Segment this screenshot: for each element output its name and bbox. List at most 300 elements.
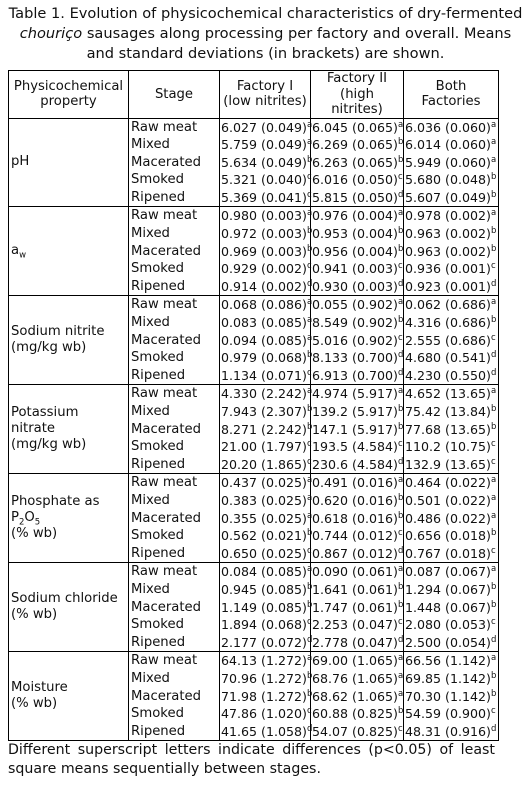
value-text: 5.369 (0.041) bbox=[221, 189, 307, 205]
stage-label: Smoked bbox=[131, 350, 184, 366]
value-text: 77.68 (13.65) bbox=[405, 421, 491, 437]
significance-letter: b bbox=[490, 172, 497, 183]
value-text: 0.963 (0.002) bbox=[405, 226, 491, 242]
value-text: 1.641 (0.061) bbox=[312, 581, 398, 597]
stage-cell bbox=[129, 118, 220, 207]
value-text: 6.027 (0.049) bbox=[221, 119, 307, 135]
table-value bbox=[221, 367, 312, 385]
significance-letter: a bbox=[490, 386, 497, 397]
value-text: 4.316 (0.686) bbox=[405, 315, 491, 331]
property-unit: (% wb) bbox=[11, 526, 58, 542]
value-cell-both bbox=[404, 207, 499, 296]
value-text: 1.294 (0.067) bbox=[405, 581, 491, 597]
stage-label: Raw meat bbox=[131, 564, 198, 580]
significance-letter: a bbox=[397, 653, 404, 664]
significance-letter: a bbox=[306, 475, 313, 486]
stage-label: Smoked bbox=[131, 261, 184, 277]
property-cell bbox=[9, 118, 129, 207]
table-value bbox=[221, 385, 313, 403]
table-value bbox=[405, 421, 497, 439]
value-text: 0.087 (0.067) bbox=[405, 564, 491, 580]
significance-letter: a bbox=[397, 386, 404, 397]
table-value bbox=[405, 296, 497, 314]
significance-letter: d bbox=[490, 350, 497, 361]
significance-letter: c bbox=[397, 172, 403, 183]
significance-letter: b bbox=[490, 688, 497, 699]
table-value bbox=[405, 634, 497, 652]
significance-letter: a bbox=[306, 314, 313, 325]
stage-label: Mixed bbox=[131, 226, 170, 242]
stage-label: Smoked bbox=[131, 172, 184, 188]
property-subscript: w bbox=[19, 251, 27, 262]
property-name: Potassium nitrate bbox=[11, 405, 79, 437]
value-text: 68.62 (1.065) bbox=[312, 688, 398, 704]
value-text: 0.501 (0.022) bbox=[405, 492, 491, 508]
table-value bbox=[405, 474, 497, 492]
value-text: 5.949 (0.060) bbox=[405, 154, 491, 170]
caption-text-end: sausages along processing per factory and overall. Means and standard deviations (in brackets) are shown. bbox=[82, 25, 512, 62]
table-row bbox=[9, 207, 499, 296]
value-text: 0.945 (0.085) bbox=[221, 581, 307, 597]
value-text: 71.98 (1.272) bbox=[221, 688, 307, 704]
table-value bbox=[312, 119, 402, 137]
value-text: 0.486 (0.022) bbox=[405, 510, 491, 526]
significance-letter: b bbox=[490, 225, 497, 236]
stage-label: Ripened bbox=[131, 278, 186, 294]
value-text: 54.07 (0.825) bbox=[312, 723, 398, 739]
table-value bbox=[405, 207, 497, 225]
table-value bbox=[405, 599, 497, 617]
value-text: 1.894 (0.068) bbox=[221, 617, 307, 633]
table-value bbox=[221, 171, 312, 189]
significance-letter: c bbox=[490, 332, 496, 343]
significance-letter: b bbox=[490, 581, 497, 592]
significance-letter: a bbox=[306, 564, 313, 575]
significance-letter: b bbox=[306, 581, 313, 592]
property-cell bbox=[9, 652, 129, 741]
value-text: 1.149 (0.085) bbox=[221, 599, 307, 615]
table-value bbox=[221, 136, 313, 154]
table-value bbox=[221, 332, 313, 350]
stage-label: Mixed bbox=[131, 404, 170, 419]
value-text: 48.31 (0.916) bbox=[405, 723, 491, 739]
table-value bbox=[221, 243, 313, 261]
value-cell-f1 bbox=[220, 296, 311, 385]
significance-letter: d bbox=[397, 545, 404, 556]
header-property: Physicochemical property bbox=[9, 71, 129, 119]
value-text: 0.956 (0.004) bbox=[312, 243, 398, 259]
table-value bbox=[405, 545, 497, 563]
stage-label: Ripened bbox=[131, 189, 186, 205]
value-text: 0.767 (0.018) bbox=[405, 545, 491, 561]
value-text: 4.652 (13.65) bbox=[405, 386, 491, 402]
table-value bbox=[312, 136, 402, 154]
table-value bbox=[405, 616, 497, 634]
value-cell-f1 bbox=[220, 207, 311, 296]
value-text: 2.253 (0.047) bbox=[312, 617, 398, 633]
table-value bbox=[405, 189, 497, 207]
significance-letter: a bbox=[397, 208, 404, 219]
value-text: 0.979 (0.068) bbox=[221, 350, 307, 366]
table-value bbox=[312, 652, 402, 670]
value-text: 69.85 (1.142) bbox=[405, 670, 491, 686]
table-value bbox=[405, 119, 497, 137]
value-text: 0.383 (0.025) bbox=[221, 492, 307, 508]
property-cell bbox=[9, 474, 129, 563]
table-value bbox=[221, 119, 313, 137]
table-value bbox=[405, 278, 497, 296]
table-value bbox=[221, 278, 313, 296]
table-value bbox=[312, 154, 402, 172]
table-value bbox=[221, 189, 312, 207]
stage-label: Macerated bbox=[131, 599, 201, 615]
value-text: 75.42 (13.84) bbox=[405, 404, 491, 419]
table-value bbox=[312, 332, 402, 350]
table-value bbox=[312, 456, 402, 474]
significance-letter: b bbox=[490, 599, 497, 610]
significance-letter: c bbox=[306, 189, 312, 200]
value-text: 66.56 (1.142) bbox=[405, 653, 491, 669]
significance-letter: d bbox=[397, 278, 404, 289]
value-text: 8.271 (2.242) bbox=[221, 421, 307, 437]
significance-letter: c bbox=[306, 456, 312, 467]
significance-letter: b bbox=[397, 705, 404, 716]
value-cell-both bbox=[404, 652, 499, 741]
stage-label: Ripened bbox=[131, 634, 186, 650]
stage-label: Ripened bbox=[131, 456, 186, 472]
value-text: 1.448 (0.067) bbox=[405, 599, 491, 615]
significance-letter: d bbox=[397, 634, 404, 645]
table-value bbox=[312, 634, 402, 652]
value-text: 230.6 (4.584) bbox=[312, 456, 398, 472]
table-value bbox=[312, 278, 402, 296]
table-value bbox=[405, 510, 497, 528]
significance-letter: a bbox=[490, 475, 497, 486]
table-value bbox=[312, 260, 402, 278]
value-text: 0.914 (0.002) bbox=[221, 278, 307, 294]
significance-letter: d bbox=[490, 723, 497, 734]
table-value bbox=[221, 599, 313, 617]
significance-letter: d bbox=[397, 456, 404, 467]
value-text: 0.930 (0.003) bbox=[312, 278, 398, 294]
significance-letter: a bbox=[306, 136, 313, 147]
value-text: 0.437 (0.025) bbox=[221, 475, 307, 491]
table-value bbox=[221, 652, 313, 670]
significance-letter: a bbox=[306, 297, 313, 308]
significance-letter: b bbox=[490, 670, 497, 681]
value-text: 8.133 (0.700) bbox=[312, 350, 398, 366]
stage-label: Mixed bbox=[131, 137, 170, 153]
significance-letter: d bbox=[397, 189, 404, 200]
significance-letter: b bbox=[490, 189, 497, 200]
significance-letter: b bbox=[490, 403, 497, 414]
value-text: 2.177 (0.072) bbox=[221, 634, 307, 650]
value-text: 47.86 (1.020) bbox=[221, 706, 307, 722]
table-value bbox=[405, 154, 497, 172]
value-text: 0.055 (0.902) bbox=[312, 297, 398, 313]
significance-letter: d bbox=[306, 278, 313, 289]
table-value bbox=[312, 581, 402, 599]
table-value bbox=[405, 367, 497, 385]
header-factory-1-note: (low nitrites) bbox=[223, 94, 307, 110]
table-value bbox=[221, 154, 313, 172]
value-text: 139.2 (5.917) bbox=[312, 404, 398, 419]
table-value bbox=[312, 527, 402, 545]
significance-letter: c bbox=[306, 705, 312, 716]
value-cell-both bbox=[404, 118, 499, 207]
value-text: 0.972 (0.003) bbox=[221, 226, 307, 242]
value-text: 0.618 (0.016) bbox=[312, 510, 398, 526]
table-value bbox=[312, 189, 402, 207]
value-text: 147.1 (5.917) bbox=[312, 421, 398, 437]
stage-label: Mixed bbox=[131, 581, 170, 597]
significance-letter: c bbox=[397, 723, 403, 734]
table-value bbox=[221, 527, 313, 545]
table-value bbox=[312, 296, 402, 314]
stage-label: Smoked bbox=[131, 617, 184, 633]
stage-label: Raw meat bbox=[131, 386, 198, 402]
value-text: 0.491 (0.016) bbox=[312, 475, 398, 491]
value-text: 2.778 (0.047) bbox=[312, 634, 398, 650]
value-text: 0.094 (0.085) bbox=[221, 332, 307, 348]
value-text: 0.355 (0.025) bbox=[221, 510, 307, 526]
value-cell-f1 bbox=[220, 385, 311, 474]
table-value bbox=[405, 136, 497, 154]
table-value bbox=[312, 385, 402, 403]
table-value bbox=[312, 670, 402, 688]
significance-letter: c bbox=[306, 545, 312, 556]
table-value bbox=[221, 260, 312, 278]
significance-letter: b bbox=[306, 154, 313, 165]
table-value bbox=[221, 616, 312, 634]
property-subscript: 5 bbox=[34, 518, 41, 528]
value-cell-f2 bbox=[311, 385, 404, 474]
stage-label: Raw meat bbox=[131, 653, 198, 669]
significance-letter: b bbox=[397, 314, 404, 325]
value-text: 2.555 (0.686) bbox=[405, 332, 491, 348]
significance-letter: a bbox=[306, 492, 313, 503]
value-text: 0.978 (0.002) bbox=[405, 208, 491, 224]
stage-label: Macerated bbox=[131, 510, 201, 526]
value-text: 6.913 (0.700) bbox=[312, 367, 398, 383]
value-cell-both bbox=[404, 385, 499, 474]
value-cell-f1 bbox=[220, 118, 311, 207]
stage-cell bbox=[129, 385, 220, 474]
table-value bbox=[405, 171, 497, 189]
significance-letter: c bbox=[306, 261, 312, 272]
significance-letter: a bbox=[306, 332, 313, 343]
value-text: 0.090 (0.061) bbox=[312, 564, 398, 580]
table-value bbox=[312, 225, 402, 243]
table-value bbox=[312, 510, 402, 528]
significance-letter: a bbox=[490, 492, 497, 503]
table-value bbox=[312, 563, 402, 581]
table-value bbox=[221, 349, 313, 367]
table-value bbox=[221, 723, 313, 741]
stage-label: Raw meat bbox=[131, 119, 198, 135]
significance-letter: b bbox=[306, 243, 313, 254]
table-value bbox=[405, 314, 497, 332]
property-unit: (% wb) bbox=[11, 607, 58, 623]
value-text: 5.607 (0.049) bbox=[405, 189, 491, 205]
value-text: 0.936 (0.001) bbox=[405, 261, 491, 277]
value-text: 7.943 (2.307) bbox=[221, 404, 307, 419]
table-value bbox=[221, 545, 312, 563]
value-text: 60.88 (0.825) bbox=[312, 706, 398, 722]
value-text: 70.96 (1.272) bbox=[221, 670, 307, 686]
significance-letter: c bbox=[397, 616, 403, 627]
table-value bbox=[312, 367, 402, 385]
header-factory-1-name: Factory I bbox=[236, 78, 294, 94]
significance-letter: d bbox=[490, 367, 497, 378]
value-text: 6.045 (0.065) bbox=[312, 119, 398, 135]
value-text: 0.976 (0.004) bbox=[312, 208, 398, 224]
value-text: 5.634 (0.049) bbox=[221, 154, 307, 170]
property-unit: (mg/kg wb) bbox=[11, 340, 87, 356]
value-text: 0.929 (0.002) bbox=[221, 261, 307, 277]
table-value bbox=[221, 314, 313, 332]
significance-letter: b bbox=[490, 314, 497, 325]
stage-label: Raw meat bbox=[131, 297, 198, 313]
value-text: 5.680 (0.048) bbox=[405, 172, 491, 188]
table-value bbox=[405, 243, 497, 261]
significance-letter: c bbox=[397, 332, 403, 343]
significance-letter: b bbox=[397, 581, 404, 592]
stage-label: Mixed bbox=[131, 315, 170, 331]
value-text: 70.30 (1.142) bbox=[405, 688, 491, 704]
value-text: 6.016 (0.050) bbox=[312, 172, 398, 188]
value-text: 68.76 (1.065) bbox=[312, 670, 398, 686]
value-text: 5.759 (0.049) bbox=[221, 137, 307, 153]
value-text: 64.13 (1.272) bbox=[221, 653, 307, 669]
table-row bbox=[9, 385, 499, 474]
table-value bbox=[221, 296, 313, 314]
caption-text: Table 1. Evolution of physicochemical characteristics of dry-fermented bbox=[8, 5, 523, 22]
header-both-factories: Both Factories bbox=[404, 71, 499, 119]
stage-cell bbox=[129, 563, 220, 652]
value-text: 4.330 (2.242) bbox=[221, 386, 307, 402]
table-value bbox=[221, 705, 312, 723]
value-text: 54.59 (0.900) bbox=[405, 706, 491, 722]
significance-letter: a bbox=[397, 670, 404, 681]
significance-letter: b bbox=[397, 421, 404, 432]
significance-letter: b bbox=[490, 421, 497, 432]
table-value bbox=[405, 688, 497, 706]
significance-letter: a bbox=[490, 154, 497, 165]
table-value bbox=[221, 225, 313, 243]
property-subscript: 2 bbox=[18, 518, 25, 528]
significance-letter: b bbox=[306, 670, 313, 681]
value-text: 5.321 (0.040) bbox=[221, 172, 307, 188]
value-text: 0.464 (0.022) bbox=[405, 475, 491, 491]
value-cell-f2 bbox=[311, 474, 404, 563]
significance-letter: a bbox=[397, 475, 404, 486]
table-value bbox=[221, 492, 313, 510]
value-text: 0.980 (0.003) bbox=[221, 208, 307, 224]
table-value bbox=[221, 634, 313, 652]
table-value bbox=[405, 225, 497, 243]
significance-letter: b bbox=[306, 688, 313, 699]
value-text: 6.014 (0.060) bbox=[405, 137, 491, 153]
table-value bbox=[221, 670, 313, 688]
significance-letter: a bbox=[490, 208, 497, 219]
caption-italic-word: chouriço bbox=[19, 25, 83, 42]
value-cell-f1 bbox=[220, 652, 311, 741]
value-text: 0.941 (0.003) bbox=[312, 261, 398, 277]
value-cell-f2 bbox=[311, 207, 404, 296]
table-value bbox=[221, 421, 313, 439]
significance-letter: b bbox=[490, 243, 497, 254]
value-text: 1.134 (0.071) bbox=[221, 367, 307, 383]
significance-letter: a bbox=[306, 119, 313, 130]
significance-letter: d bbox=[397, 367, 404, 378]
value-text: 6.269 (0.065) bbox=[312, 137, 398, 153]
value-text: 0.963 (0.002) bbox=[405, 243, 491, 259]
value-cell-both bbox=[404, 296, 499, 385]
value-text: 132.9 (13.65) bbox=[405, 456, 491, 472]
table-value bbox=[405, 705, 497, 723]
value-text: 41.65 (1.058) bbox=[221, 723, 307, 739]
stage-label: Macerated bbox=[131, 154, 201, 170]
table-header-row bbox=[9, 71, 499, 119]
value-text: 4.680 (0.541) bbox=[405, 350, 491, 366]
table-value bbox=[405, 723, 497, 741]
property-name: a bbox=[11, 243, 20, 259]
table-value bbox=[312, 723, 402, 741]
significance-letter: b bbox=[306, 599, 313, 610]
significance-letter: b bbox=[397, 225, 404, 236]
value-text: 2.080 (0.053) bbox=[405, 617, 491, 633]
property-name: Sodium nitrite bbox=[11, 324, 105, 340]
significance-letter: c bbox=[490, 261, 496, 272]
significance-letter: c bbox=[490, 439, 496, 449]
property-name: Phosphate as P bbox=[11, 494, 100, 526]
significance-letter: b bbox=[306, 350, 313, 361]
stage-label: Raw meat bbox=[131, 475, 198, 491]
property-name: Moisture bbox=[11, 680, 68, 696]
table-value bbox=[405, 332, 497, 350]
table-value bbox=[221, 688, 313, 706]
value-text: 20.20 (1.865) bbox=[221, 456, 307, 472]
property-cell bbox=[9, 207, 129, 296]
table-caption bbox=[8, 4, 523, 64]
value-text: 0.083 (0.085) bbox=[221, 315, 307, 331]
table-row bbox=[9, 296, 499, 385]
stage-cell bbox=[129, 296, 220, 385]
value-text: 193.5 (4.584) bbox=[312, 439, 398, 455]
stage-label: Mixed bbox=[131, 492, 170, 508]
stage-label: Smoked bbox=[131, 706, 184, 722]
table-value bbox=[221, 207, 313, 225]
table-value bbox=[312, 438, 402, 456]
value-cell-both bbox=[404, 474, 499, 563]
table-value bbox=[221, 581, 313, 599]
stage-label: Ripened bbox=[131, 545, 186, 561]
significance-letter: a bbox=[490, 564, 497, 575]
table-row bbox=[9, 563, 499, 652]
significance-letter: b bbox=[397, 403, 404, 414]
table-footnote: Different superscript letters indicate differences (p<0.05) of least square means sequentially between stages. bbox=[8, 742, 495, 777]
significance-letter: c bbox=[397, 439, 403, 449]
value-text: 0.084 (0.085) bbox=[221, 564, 307, 580]
table-value bbox=[221, 474, 313, 492]
significance-letter: a bbox=[490, 653, 497, 664]
significance-letter: b bbox=[306, 527, 313, 538]
value-text: 8.549 (0.902) bbox=[312, 315, 398, 331]
table-value bbox=[312, 474, 402, 492]
table-value bbox=[221, 510, 313, 528]
significance-letter: d bbox=[490, 278, 497, 289]
